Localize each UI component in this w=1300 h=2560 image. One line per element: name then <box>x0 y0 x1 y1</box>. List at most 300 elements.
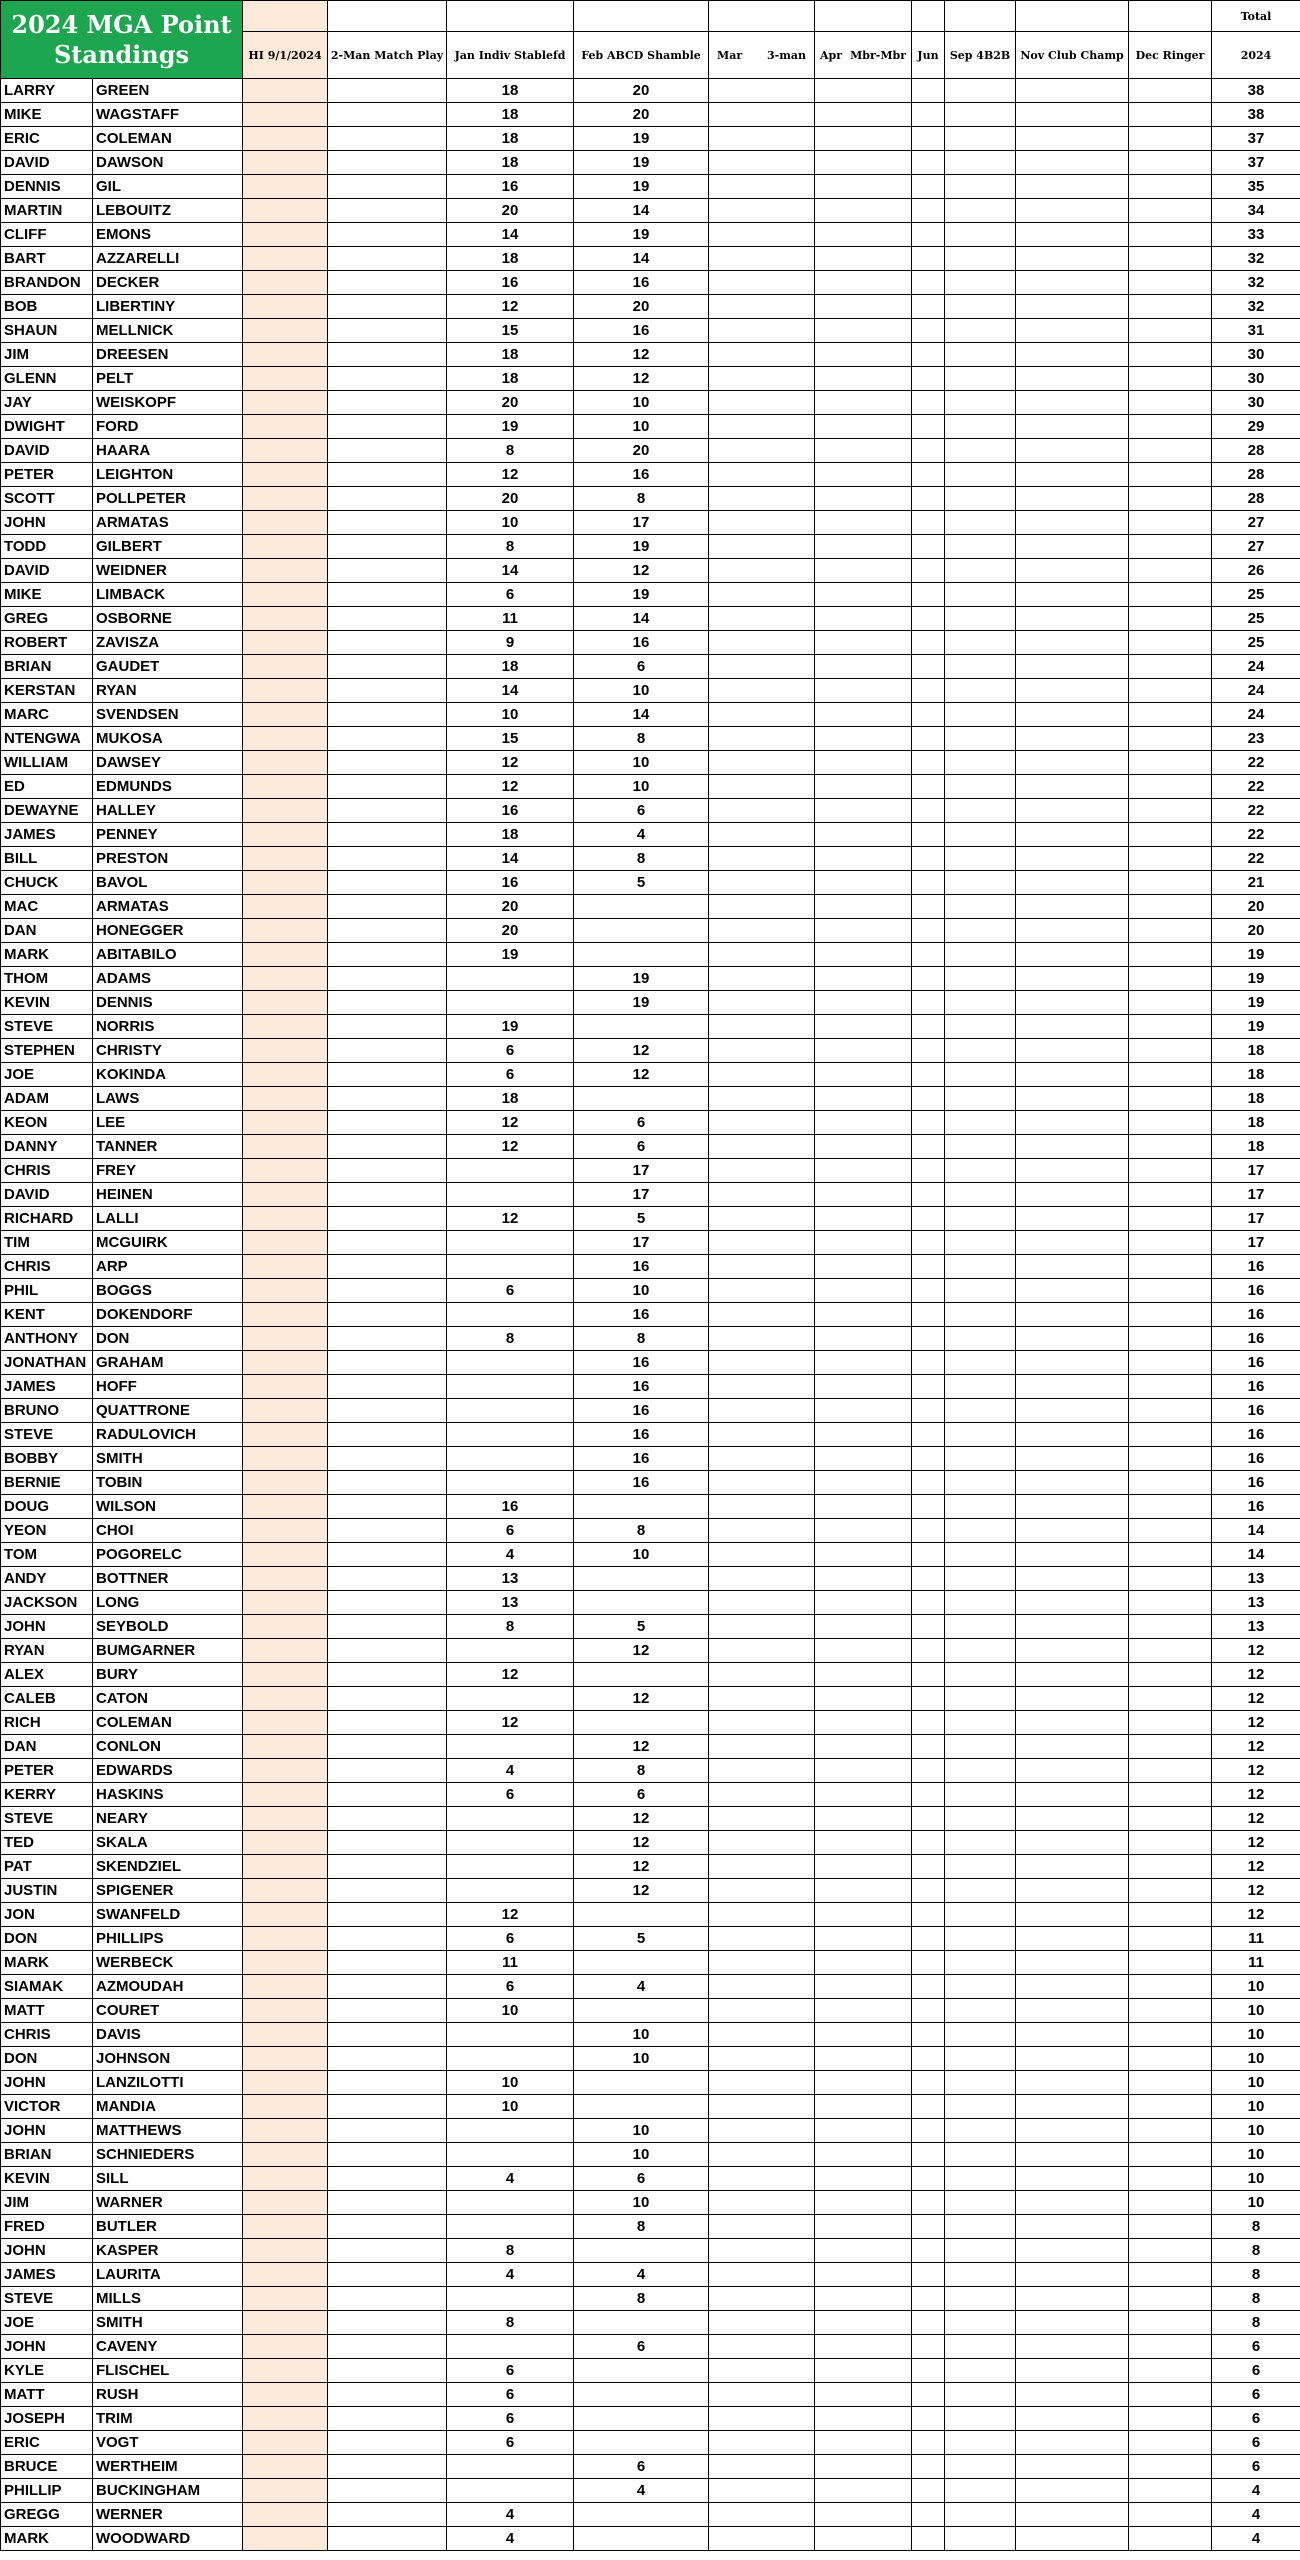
total-points-cell: 32 <box>1212 295 1300 319</box>
jan-points-cell <box>447 2335 574 2359</box>
feb-points-cell: 10 <box>574 2143 709 2167</box>
first-name-cell: SCOTT <box>1 487 93 511</box>
jan-points-cell: 11 <box>447 1951 574 1975</box>
first-name-cell: PAT <box>1 1855 93 1879</box>
total-points-cell: 12 <box>1212 1663 1300 1687</box>
mar-points-cell <box>709 1903 815 1927</box>
jan-points-cell: 12 <box>447 1135 574 1159</box>
jun-points-cell <box>912 2119 945 2143</box>
total-points-cell: 17 <box>1212 1207 1300 1231</box>
nov-points-cell <box>1016 2311 1129 2335</box>
apr-points-cell <box>815 871 912 895</box>
hi-cell <box>243 943 328 967</box>
dec-points-cell <box>1129 751 1212 775</box>
total-points-cell: 16 <box>1212 1399 1300 1423</box>
apr-points-cell <box>815 1063 912 1087</box>
jan-points-cell: 20 <box>447 487 574 511</box>
feb-points-cell: 8 <box>574 727 709 751</box>
two-man-cell <box>328 2143 447 2167</box>
nov-points-cell <box>1016 1615 1129 1639</box>
two-man-cell <box>328 871 447 895</box>
feb-points-cell <box>574 1663 709 1687</box>
two-man-cell <box>328 1015 447 1039</box>
apr-points-cell <box>815 1327 912 1351</box>
hi-cell <box>243 1975 328 1999</box>
dec-points-cell <box>1129 2023 1212 2047</box>
last-name-cell: SKENDZIEL <box>93 1855 243 1879</box>
first-name-cell: CHRIS <box>1 2023 93 2047</box>
nov-points-cell <box>1016 1879 1129 1903</box>
dec-points-cell <box>1129 1135 1212 1159</box>
table-row <box>1 895 1300 919</box>
nov-points-cell <box>1016 535 1129 559</box>
apr-points-cell <box>815 2311 912 2335</box>
total-points-cell: 10 <box>1212 2119 1300 2143</box>
column-header-feb: Feb ABCD Shamble <box>574 32 709 79</box>
apr-points-cell <box>815 1591 912 1615</box>
table-row <box>1 1255 1300 1279</box>
jan-points-cell <box>447 967 574 991</box>
jun-points-cell <box>912 1327 945 1351</box>
nov-points-cell <box>1016 1471 1129 1495</box>
first-name-cell: PETER <box>1 463 93 487</box>
jun-points-cell <box>912 127 945 151</box>
apr-points-cell <box>815 1567 912 1591</box>
dec-points-cell <box>1129 2431 1212 2455</box>
table-row <box>1 1951 1300 1975</box>
total-points-cell: 12 <box>1212 1879 1300 1903</box>
table-row <box>1 463 1300 487</box>
jan-points-cell: 14 <box>447 223 574 247</box>
hi-cell <box>243 1711 328 1735</box>
nov-points-cell <box>1016 1951 1129 1975</box>
mar-points-cell <box>709 367 815 391</box>
hi-cell <box>243 1687 328 1711</box>
nov-points-cell <box>1016 1039 1129 1063</box>
last-name-cell: WERTHEIM <box>93 2455 243 2479</box>
jan-points-cell: 20 <box>447 199 574 223</box>
dec-points-cell <box>1129 223 1212 247</box>
last-name-cell: BOGGS <box>93 1279 243 1303</box>
two-man-cell <box>328 319 447 343</box>
total-points-cell: 12 <box>1212 1711 1300 1735</box>
first-name-cell: KEVIN <box>1 991 93 1015</box>
dec-points-cell <box>1129 199 1212 223</box>
first-name-cell: TODD <box>1 535 93 559</box>
table-row <box>1 2095 1300 2119</box>
first-name-cell: TED <box>1 1831 93 1855</box>
dec-points-cell <box>1129 343 1212 367</box>
mar-points-cell <box>709 319 815 343</box>
sep-points-cell <box>945 1063 1016 1087</box>
feb-points-cell <box>574 2095 709 2119</box>
dec-points-cell <box>1129 559 1212 583</box>
two-man-cell <box>328 1399 447 1423</box>
two-man-cell <box>328 991 447 1015</box>
table-row <box>1 1111 1300 1135</box>
mar-points-cell <box>709 295 815 319</box>
hi-cell <box>243 799 328 823</box>
table-row <box>1 2167 1300 2191</box>
dec-points-cell <box>1129 1591 1212 1615</box>
jun-points-cell <box>912 79 945 103</box>
apr-month-label: Apr <box>820 48 843 62</box>
jan-points-cell: 4 <box>447 2527 574 2551</box>
total-points-cell: 18 <box>1212 1135 1300 1159</box>
jan-points-cell <box>447 1735 574 1759</box>
feb-points-cell: 12 <box>574 1639 709 1663</box>
sep-points-cell <box>945 2119 1016 2143</box>
last-name-cell: EDWARDS <box>93 1759 243 1783</box>
sep-points-cell <box>945 223 1016 247</box>
nov-points-cell <box>1016 1279 1129 1303</box>
jun-points-cell <box>912 2263 945 2287</box>
last-name-cell: WEISKOPF <box>93 391 243 415</box>
column-header-apr <box>815 32 912 79</box>
two-man-cell <box>328 1303 447 1327</box>
two-man-cell <box>328 1183 447 1207</box>
mar-points-cell <box>709 2335 815 2359</box>
feb-points-cell: 12 <box>574 1807 709 1831</box>
jan-points-cell: 18 <box>447 127 574 151</box>
dec-points-cell <box>1129 1999 1212 2023</box>
apr-points-cell <box>815 1255 912 1279</box>
hi-cell <box>243 631 328 655</box>
last-name-cell: HEINEN <box>93 1183 243 1207</box>
total-points-cell: 16 <box>1212 1327 1300 1351</box>
sep-points-cell <box>945 1303 1016 1327</box>
mar-points-cell <box>709 847 815 871</box>
last-name-cell: GAUDET <box>93 655 243 679</box>
jan-points-cell: 19 <box>447 943 574 967</box>
dec-points-cell <box>1129 2263 1212 2287</box>
jan-points-cell: 8 <box>447 1615 574 1639</box>
nov-points-cell <box>1016 2287 1129 2311</box>
total-points-cell: 6 <box>1212 2431 1300 2455</box>
last-name-cell: OSBORNE <box>93 607 243 631</box>
total-points-cell: 14 <box>1212 1519 1300 1543</box>
dec-points-cell <box>1129 583 1212 607</box>
last-name-cell: SEYBOLD <box>93 1615 243 1639</box>
hi-cell <box>243 2455 328 2479</box>
table-row <box>1 1327 1300 1351</box>
total-points-cell: 8 <box>1212 2311 1300 2335</box>
last-name-cell: TRIM <box>93 2407 243 2431</box>
jan-points-cell: 16 <box>447 871 574 895</box>
nov-points-cell <box>1016 631 1129 655</box>
mar-points-cell <box>709 607 815 631</box>
last-name-cell: DAWSON <box>93 151 243 175</box>
standings-rows <box>1 79 1300 2551</box>
mar-points-cell <box>709 2215 815 2239</box>
two-man-cell <box>328 1687 447 1711</box>
nov-points-cell <box>1016 2071 1129 2095</box>
mar-points-cell <box>709 2095 815 2119</box>
jun-points-cell <box>912 2527 945 2551</box>
mar-points-cell <box>709 1039 815 1063</box>
feb-points-cell: 12 <box>574 367 709 391</box>
total-points-cell: 16 <box>1212 1423 1300 1447</box>
sep-points-cell <box>945 2191 1016 2215</box>
apr-points-cell <box>815 895 912 919</box>
jan-points-cell: 6 <box>447 1519 574 1543</box>
two-man-cell <box>328 895 447 919</box>
jan-points-cell <box>447 1855 574 1879</box>
mar-points-cell <box>709 967 815 991</box>
two-man-cell <box>328 1543 447 1567</box>
last-name-cell: NORRIS <box>93 1015 243 1039</box>
jun-points-cell <box>912 535 945 559</box>
last-name-cell: MELLNICK <box>93 319 243 343</box>
table-row <box>1 1159 1300 1183</box>
dec-points-cell <box>1129 1039 1212 1063</box>
jan-points-cell: 20 <box>447 919 574 943</box>
jun-points-cell <box>912 2167 945 2191</box>
feb-points-cell: 12 <box>574 1855 709 1879</box>
first-name-cell: KEON <box>1 1111 93 1135</box>
sep-points-cell <box>945 1231 1016 1255</box>
total-points-cell: 12 <box>1212 1855 1300 1879</box>
dec-points-cell <box>1129 1423 1212 1447</box>
hi-cell <box>243 1183 328 1207</box>
hi-cell <box>243 895 328 919</box>
total-points-cell: 10 <box>1212 2023 1300 2047</box>
first-name-cell: JAMES <box>1 2263 93 2287</box>
last-name-cell: FORD <box>93 415 243 439</box>
first-name-cell: STEVE <box>1 2287 93 2311</box>
sep-points-cell <box>945 2407 1016 2431</box>
sep-points-cell <box>945 103 1016 127</box>
apr-points-cell <box>815 1399 912 1423</box>
hi-cell <box>243 1903 328 1927</box>
mar-points-cell <box>709 703 815 727</box>
hi-cell <box>243 223 328 247</box>
dec-points-cell <box>1129 1687 1212 1711</box>
hi-cell <box>243 415 328 439</box>
table-row <box>1 487 1300 511</box>
sep-points-cell <box>945 2095 1016 2119</box>
jun-points-cell <box>912 1159 945 1183</box>
jun-points-cell <box>912 1063 945 1087</box>
two-man-cell <box>328 1567 447 1591</box>
total-points-cell: 10 <box>1212 2071 1300 2095</box>
feb-points-cell: 14 <box>574 607 709 631</box>
hi-cell <box>243 1783 328 1807</box>
first-name-cell: JIM <box>1 2191 93 2215</box>
jun-points-cell <box>912 2503 945 2527</box>
jun-points-cell <box>912 1591 945 1615</box>
jan-points-cell: 4 <box>447 1759 574 1783</box>
last-name-cell: POLLPETER <box>93 487 243 511</box>
column-header-total: 2024 <box>1212 32 1300 79</box>
two-man-cell <box>328 631 447 655</box>
two-man-cell <box>328 655 447 679</box>
hi-cell <box>243 583 328 607</box>
last-name-cell: QUATTRONE <box>93 1399 243 1423</box>
total-points-cell: 24 <box>1212 703 1300 727</box>
sep-points-cell <box>945 2311 1016 2335</box>
hi-cell <box>243 967 328 991</box>
hi-cell <box>243 1495 328 1519</box>
table-row <box>1 2455 1300 2479</box>
total-points-cell: 30 <box>1212 343 1300 367</box>
two-man-cell <box>328 439 447 463</box>
hi-cell <box>243 2023 328 2047</box>
mar-points-cell <box>709 247 815 271</box>
total-points-cell: 6 <box>1212 2359 1300 2383</box>
sep-points-cell <box>945 439 1016 463</box>
apr-points-cell <box>815 1495 912 1519</box>
apr-points-cell <box>815 2143 912 2167</box>
total-points-cell: 32 <box>1212 247 1300 271</box>
sep-points-cell <box>945 1351 1016 1375</box>
column-header-sep: Sep 4B2B <box>945 32 1016 79</box>
table-row <box>1 151 1300 175</box>
jan-points-cell <box>447 2191 574 2215</box>
table-row <box>1 2479 1300 2503</box>
apr-points-cell <box>815 1999 912 2023</box>
nov-points-cell <box>1016 2239 1129 2263</box>
two-man-cell <box>328 1927 447 1951</box>
hi-cell <box>243 343 328 367</box>
jan-points-cell: 6 <box>447 583 574 607</box>
dec-points-cell <box>1129 2167 1212 2191</box>
hi-cell <box>243 2527 328 2551</box>
jan-points-cell: 12 <box>447 463 574 487</box>
total-points-cell: 28 <box>1212 487 1300 511</box>
two-man-cell <box>328 2263 447 2287</box>
nov-points-cell <box>1016 511 1129 535</box>
nov-points-cell <box>1016 463 1129 487</box>
last-name-cell: LIMBACK <box>93 583 243 607</box>
nov-points-cell <box>1016 583 1129 607</box>
apr-points-cell <box>815 2431 912 2455</box>
jan-points-cell: 18 <box>447 343 574 367</box>
last-name-cell: SILL <box>93 2167 243 2191</box>
hi-cell <box>243 2503 328 2527</box>
nov-points-cell <box>1016 1543 1129 1567</box>
hi-cell <box>243 1039 328 1063</box>
hi-cell <box>243 1927 328 1951</box>
dec-points-cell <box>1129 1855 1212 1879</box>
apr-points-cell <box>815 487 912 511</box>
dec-points-cell <box>1129 2383 1212 2407</box>
total-points-cell: 12 <box>1212 1783 1300 1807</box>
apr-points-cell <box>815 727 912 751</box>
jun-points-cell <box>912 2047 945 2071</box>
last-name-cell: LEE <box>93 1111 243 1135</box>
jan-points-cell: 11 <box>447 607 574 631</box>
hi-cell <box>243 2311 328 2335</box>
jan-points-cell <box>447 2479 574 2503</box>
jun-points-cell <box>912 2215 945 2239</box>
jan-points-cell <box>447 1447 574 1471</box>
jan-points-cell <box>447 991 574 1015</box>
jan-points-cell: 4 <box>447 1543 574 1567</box>
jun-points-cell <box>912 2455 945 2479</box>
feb-points-cell: 8 <box>574 2215 709 2239</box>
jun-points-cell <box>912 2143 945 2167</box>
mar-points-cell <box>709 1879 815 1903</box>
two-man-cell <box>328 2287 447 2311</box>
nov-points-cell <box>1016 1303 1129 1327</box>
last-name-cell: WARNER <box>93 2191 243 2215</box>
apr-points-cell <box>815 583 912 607</box>
sep-points-cell <box>945 2287 1016 2311</box>
first-name-cell: JOHN <box>1 2239 93 2263</box>
nov-points-cell <box>1016 1351 1129 1375</box>
feb-points-cell: 19 <box>574 583 709 607</box>
nov-points-cell <box>1016 1183 1129 1207</box>
nov-points-cell <box>1016 2359 1129 2383</box>
apr-points-cell <box>815 223 912 247</box>
first-name-cell: VICTOR <box>1 2095 93 2119</box>
feb-points-cell: 10 <box>574 751 709 775</box>
feb-points-cell: 4 <box>574 823 709 847</box>
jan-points-cell: 18 <box>447 103 574 127</box>
total-points-cell: 8 <box>1212 2239 1300 2263</box>
jun-points-cell <box>912 439 945 463</box>
apr-points-cell <box>815 2407 912 2431</box>
total-points-cell: 24 <box>1212 679 1300 703</box>
total-points-cell: 19 <box>1212 1015 1300 1039</box>
dec-points-cell <box>1129 1351 1212 1375</box>
column-header-nov: Nov Club Champ <box>1016 32 1129 79</box>
apr-points-cell <box>815 79 912 103</box>
table-row <box>1 2071 1300 2095</box>
jan-points-cell <box>447 1231 574 1255</box>
mar-points-cell <box>709 415 815 439</box>
table-row <box>1 607 1300 631</box>
last-name-cell: EMONS <box>93 223 243 247</box>
total-points-cell: 17 <box>1212 1183 1300 1207</box>
two-man-cell <box>328 775 447 799</box>
table-row <box>1 103 1300 127</box>
feb-points-cell: 6 <box>574 655 709 679</box>
table-row <box>1 1471 1300 1495</box>
jan-points-cell: 14 <box>447 559 574 583</box>
total-points-cell: 19 <box>1212 943 1300 967</box>
jan-points-cell: 10 <box>447 2071 574 2095</box>
hi-cell <box>243 559 328 583</box>
hi-cell <box>243 1447 328 1471</box>
jan-points-cell: 10 <box>447 703 574 727</box>
nov-points-cell <box>1016 871 1129 895</box>
sep-points-cell <box>945 2167 1016 2191</box>
sep-points-cell <box>945 2503 1016 2527</box>
first-name-cell: BOBBY <box>1 1447 93 1471</box>
nov-points-cell <box>1016 271 1129 295</box>
apr-points-cell <box>815 343 912 367</box>
total-points-cell: 17 <box>1212 1159 1300 1183</box>
two-man-cell <box>328 1807 447 1831</box>
dec-points-cell <box>1129 439 1212 463</box>
sep-points-cell <box>945 1975 1016 1999</box>
jan-points-cell: 18 <box>447 79 574 103</box>
jun-points-cell <box>912 391 945 415</box>
first-name-cell: WILLIAM <box>1 751 93 775</box>
mar-points-cell <box>709 895 815 919</box>
mar-points-cell <box>709 127 815 151</box>
jan-points-cell: 15 <box>447 319 574 343</box>
last-name-cell: HALLEY <box>93 799 243 823</box>
sep-points-cell <box>945 1447 1016 1471</box>
mar-points-cell <box>709 775 815 799</box>
sep-points-cell <box>945 1183 1016 1207</box>
apr-points-cell <box>815 1015 912 1039</box>
last-name-cell: SMITH <box>93 1447 243 1471</box>
first-name-cell: DAVID <box>1 559 93 583</box>
